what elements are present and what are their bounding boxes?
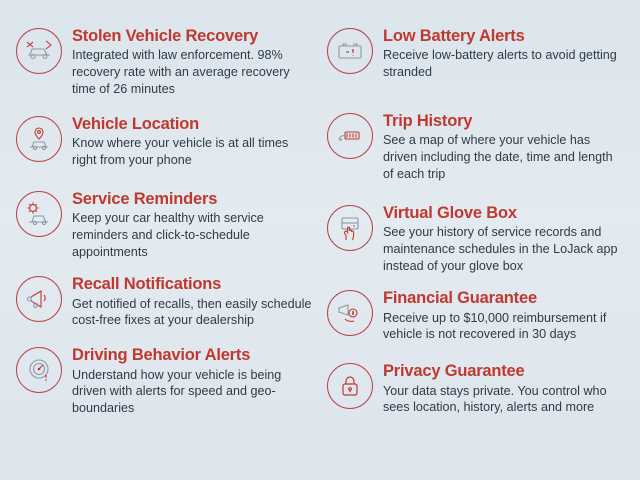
feature-title: Trip History [383, 111, 473, 130]
megaphone-icon [16, 276, 62, 322]
feature-description: See a map of where your vehicle has driven including the date, time and length of each trip [383, 133, 613, 181]
lock-icon [327, 363, 373, 409]
feature-title: Driving Behavior Alerts [72, 346, 251, 365]
feature-title: Stolen Vehicle Recovery [72, 27, 259, 45]
feature-text [72, 26, 313, 98]
feature-low-battery-alerts [327, 26, 624, 81]
feature-description: Get notified of recalls, then easily schedule cost-free fixes at your dealership [72, 296, 312, 328]
feature-trip-history [327, 111, 624, 183]
feature-text [72, 274, 313, 329]
feature-columns [16, 26, 624, 460]
feature-description: Keep your car healthy with service reminders and click-to-schedule appointments [72, 211, 264, 259]
feature-title: Low Battery Alerts [383, 27, 525, 45]
glove-box-hand-icon [327, 205, 373, 251]
feature-recall-notifications [16, 274, 313, 329]
route-history-icon [327, 113, 373, 159]
feature-text [383, 361, 624, 416]
feature-driving-behavior-alerts [16, 345, 313, 417]
battery-alert-icon [327, 28, 373, 74]
speedometer-alert-icon [16, 347, 62, 393]
feature-title: Vehicle Location [72, 114, 200, 133]
feature-title: Service Reminders [72, 189, 218, 208]
vehicle-recovery-icon [16, 28, 62, 74]
feature-service-reminders [16, 189, 313, 261]
feature-title: Recall Notifications [72, 275, 222, 294]
feature-text [383, 111, 624, 183]
feature-description: Receive low-battery alerts to avoid getting stranded [383, 48, 617, 80]
feature-text [72, 345, 313, 417]
feature-title: Virtual Glove Box [383, 203, 517, 222]
feature-description: Receive up to $10,000 reimbursement if vehicle is not recovered in 30 days [383, 310, 607, 342]
left-feature-column [16, 26, 313, 460]
feature-text [383, 26, 624, 81]
feature-text [383, 203, 624, 275]
feature-title: Privacy Guarantee [383, 362, 525, 381]
feature-text [72, 114, 313, 169]
feature-description: See your history of service records and maintenance schedules in the LoJack app instead of your glove box [383, 225, 618, 273]
feature-description: Know where your vehicle is at all times right from your phone [72, 136, 289, 167]
feature-vehicle-location [16, 114, 313, 169]
feature-title: Financial Guarantee [383, 289, 537, 308]
feature-text [72, 189, 313, 261]
money-hand-icon [327, 290, 373, 336]
feature-description: Your data stays private. You control who sees location, history, alerts and more [383, 383, 607, 415]
feature-privacy-guarantee [327, 361, 624, 416]
feature-stolen-vehicle-recovery [16, 26, 313, 98]
feature-description: Integrated with law enforcement. 98% recovery rate with an average recovery time of 26 minutes [72, 48, 290, 96]
feature-virtual-glove-box [327, 203, 624, 275]
right-feature-column [327, 26, 624, 460]
feature-text [383, 288, 624, 343]
map-pin-car-icon [16, 116, 62, 162]
car-gear-icon [16, 191, 62, 237]
feature-financial-guarantee [327, 288, 624, 343]
feature-description: Understand how your vehicle is being driven with alerts for speed and geo-boundaries [72, 367, 282, 416]
